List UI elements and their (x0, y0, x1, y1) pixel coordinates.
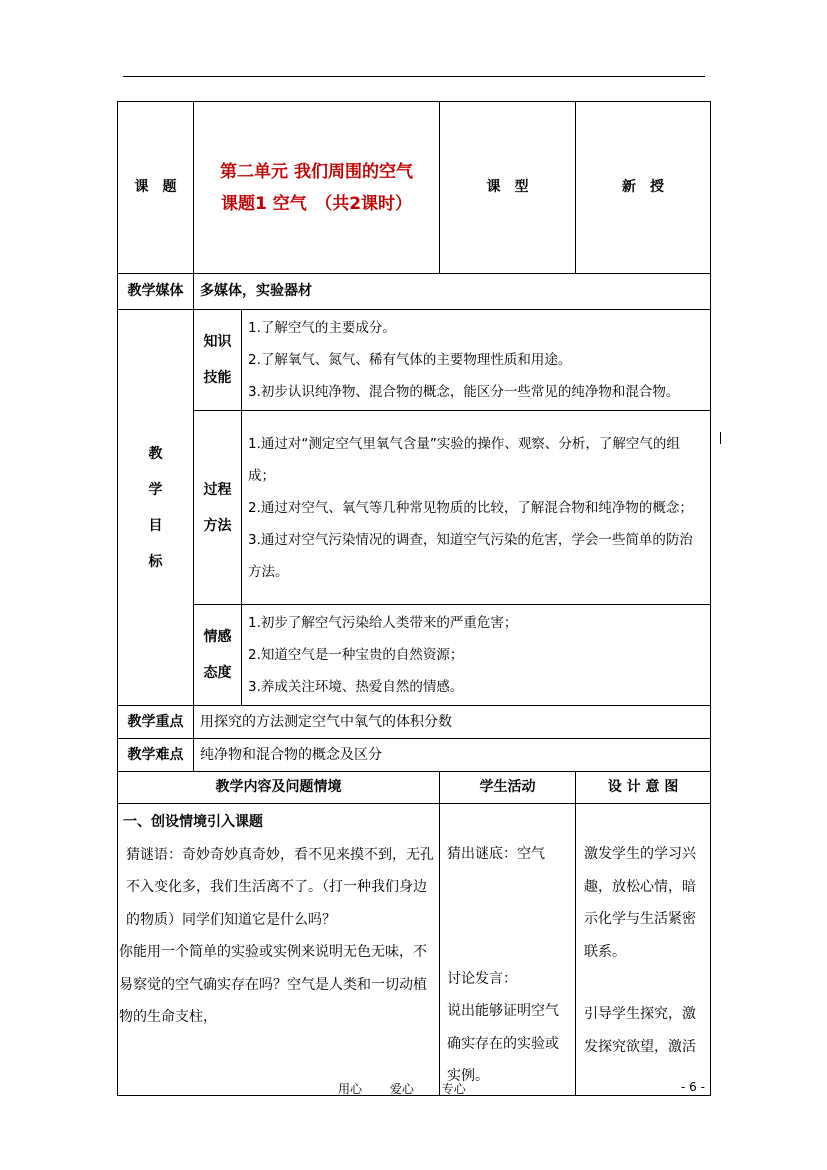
nandian-label: 教学难点 (118, 739, 194, 772)
keti-label: 课 题 (118, 102, 194, 274)
meiti-label: 教学媒体 (118, 274, 194, 310)
design-1: 激发学生的学习兴趣，放松心情，暗示化学与生活紧密联系。 (584, 846, 697, 960)
qinggan-goals: 1.初步了解空气污染给人类带来的严重危害； 2.知道空气是一种宝贵的自然资源； 3.养成关注环境、热爱自然的情感。 (242, 605, 711, 706)
text-cursor (720, 432, 721, 444)
col-content: 教学内容及问题情境 (118, 772, 440, 804)
header-rule (123, 76, 705, 77)
zhishi-goals: 1.了解空气的主要成分。 2.了解氧气、氮气、稀有气体的主要物理性质和用途。 3.初步认识纯净物、混合物的概念，能区分一些常见的纯净物和混合物。 (242, 310, 711, 411)
meiti-value: 多媒体，实验器材 (194, 274, 711, 310)
zhishi-label: 知识 技能 (194, 310, 242, 411)
kexing-value: 新 授 (576, 102, 711, 274)
activity-1: 猜出谜底：空气 (447, 846, 546, 862)
topic-title: 课题1 空气 （共2课时） (220, 193, 413, 214)
footer-motto-1: 用心 (338, 1082, 363, 1096)
lesson-plan-table (117, 101, 711, 1096)
unit-title: 第二单元 我们周围的空气 (220, 161, 413, 182)
footer-motto-3: 专心 (441, 1082, 466, 1096)
nandian-value: 纯净物和混合物的概念及区分 (194, 739, 711, 772)
riddle-text: 猜谜语：奇妙奇妙真奇妙，看不见来摸不到，无孔不入变化多，我们生活离不了。（打一种我们身边的物质）同学们知道它是什么吗？ (126, 846, 434, 928)
design-2: 引导学生探究，激发探究欲望，激活 (584, 1006, 697, 1055)
activity-2b: 说出能够证明空气确实存在的实验或实例。 (447, 1003, 560, 1084)
zhongdian-label: 教学重点 (118, 706, 194, 739)
design-cell (576, 804, 711, 1096)
footer-motto-2: 爱心 (389, 1082, 414, 1096)
activity-cell (440, 804, 576, 1096)
col-activity: 学生活动 (440, 772, 576, 804)
qinggan-label: 情感 态度 (194, 605, 242, 706)
question-text: 你能用一个简单的实验或实例来说明无色无味，不易察觉的空气确实存在吗？空气是人类和一切动植物的生命支柱， (119, 944, 427, 1025)
content-cell (118, 804, 440, 1096)
guocheng-goals: 1.通过对“测定空气里氧气含量”实验的操作、观察、分析，了解空气的组成； 2.通过对空气、氧气等几种常见物质的比较，了解混合物和纯净物的概念； 3.通过对空气污染情况的调查，知道空气污染的危害，学会一些简单的防治方法。 (242, 411, 711, 605)
page-number: - 6 - (681, 1080, 705, 1094)
activity-2a: 讨论发言： (447, 970, 518, 987)
section-heading: 一、创设情境引入课题 (123, 814, 263, 830)
zhongdian-value: 用探究的方法测定空气中氧气的体积分数 (194, 706, 711, 739)
mubiao-label: 教 学 目 标 (118, 310, 194, 706)
lesson-title (194, 102, 440, 274)
kexing-label: 课 型 (440, 102, 576, 274)
col-design: 设 计 意 图 (576, 772, 711, 804)
guocheng-label: 过程 方法 (194, 411, 242, 605)
